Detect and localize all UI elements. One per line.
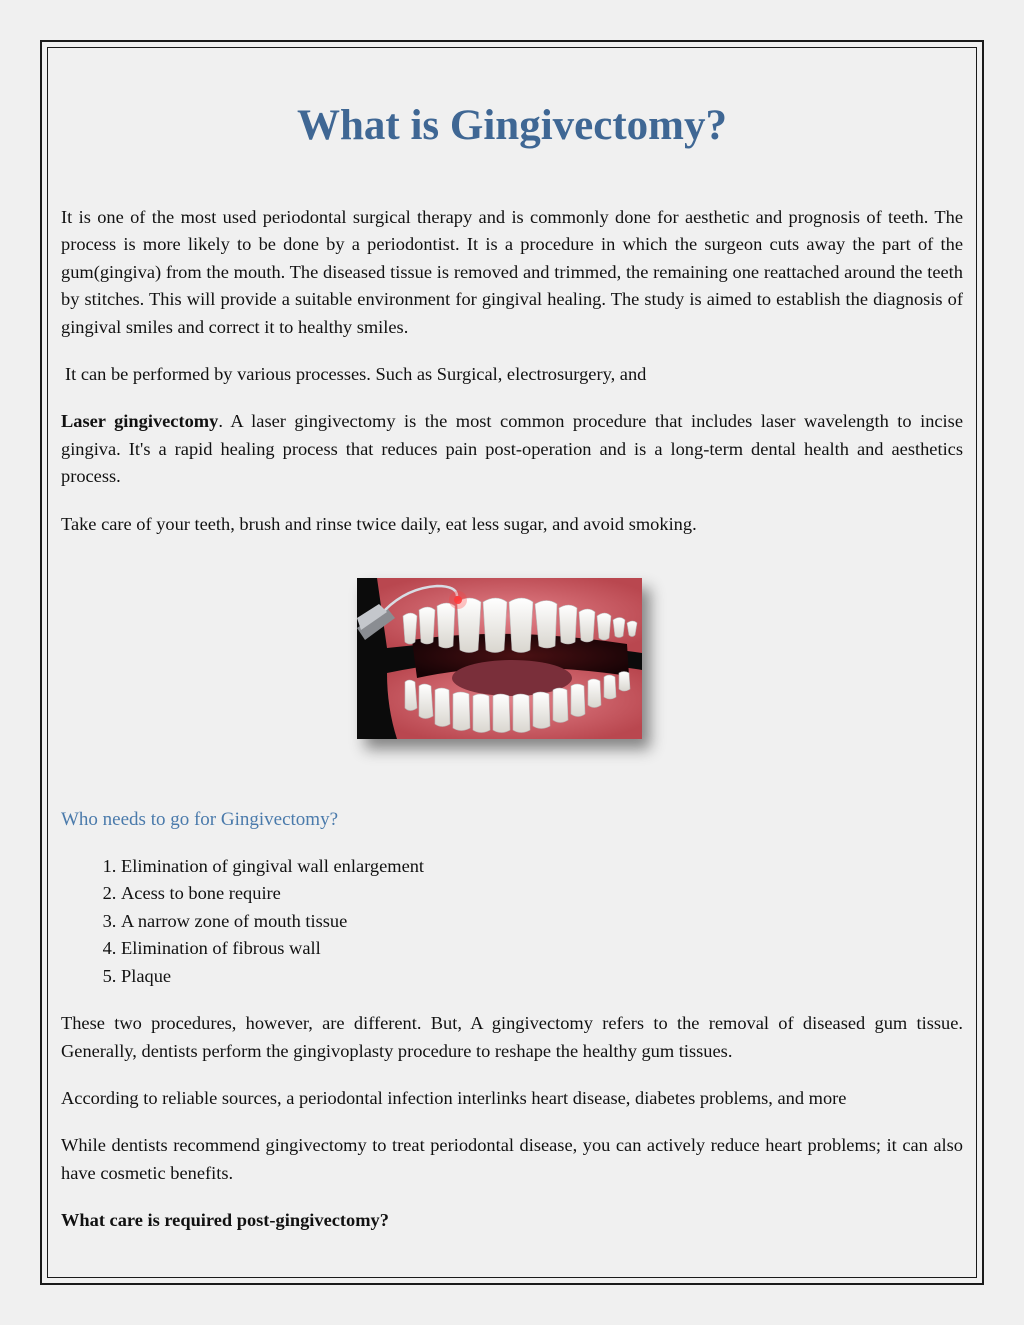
processes-paragraph: It can be performed by various processes. Such as Surgical, electrosurgery, and [65,364,647,385]
page-title: What is Gingivectomy? [297,102,727,149]
figure-container [61,578,963,778]
laser-teeth-image [357,578,642,739]
list-item: 1. Elimination of gingival wall enlargement [121,853,963,880]
sources-paragraph: According to reliable sources, a periodontal infection interlinks heart disease, diabetes problems, and more [61,1087,847,1108]
laser-paragraph [61,408,963,490]
document-content [61,96,963,1235]
section-heading: Who needs to go for Gingivectomy? [61,809,339,831]
list-item: 5. Plaque [121,963,963,990]
list-item: 2. Acess to bone require [121,880,963,907]
care-paragraph: Take care of your teeth, brush and rinse twice daily, eat less sugar, and avoid smoking. [61,513,697,534]
indications-list [61,853,963,990]
difference-paragraph: These two procedures, however, are different. But, A gingivectomy refers to the removal of diseased gum tissue. Generally, dentists perform the gingivoplasty procedure to reshape the healthy gum tissues. [61,1013,963,1061]
post-care-heading: What care is required post-gingivectomy? [61,1210,389,1231]
laser-term: Laser gingivectomy [61,411,219,432]
list-item: 4. Elimination of fibrous wall [121,935,963,962]
recommend-paragraph: While dentists recommend gingivectomy to treat periodontal disease, you can actively reduce heart problems; it can also have cosmetic benefits. [61,1135,963,1183]
list-item: 3. A narrow zone of mouth tissue [121,908,963,935]
laser-description: . A laser gingivectomy is the most common procedure that includes laser wavelength to incise gingiva. It's a rapid healing process that reduces pain post-operation and is a long-term dental health and aesthetics process. [61,411,963,487]
intro-paragraph: It is one of the most used periodontal surgical therapy and is commonly done for aesthetic and prognosis of teeth. The process is more likely to be done by a periodontist. It is a procedure in which the surgeon cuts away the part of the gum(gingiva) from the mouth. The diseased tissue is removed and trimmed, the remaining one reattached around the teeth by stitches. This will provide a suitable environment for gingival healing. The study is aimed to establish the diagnosis of gingival smiles and correct it to healthy smiles. [61,207,963,337]
